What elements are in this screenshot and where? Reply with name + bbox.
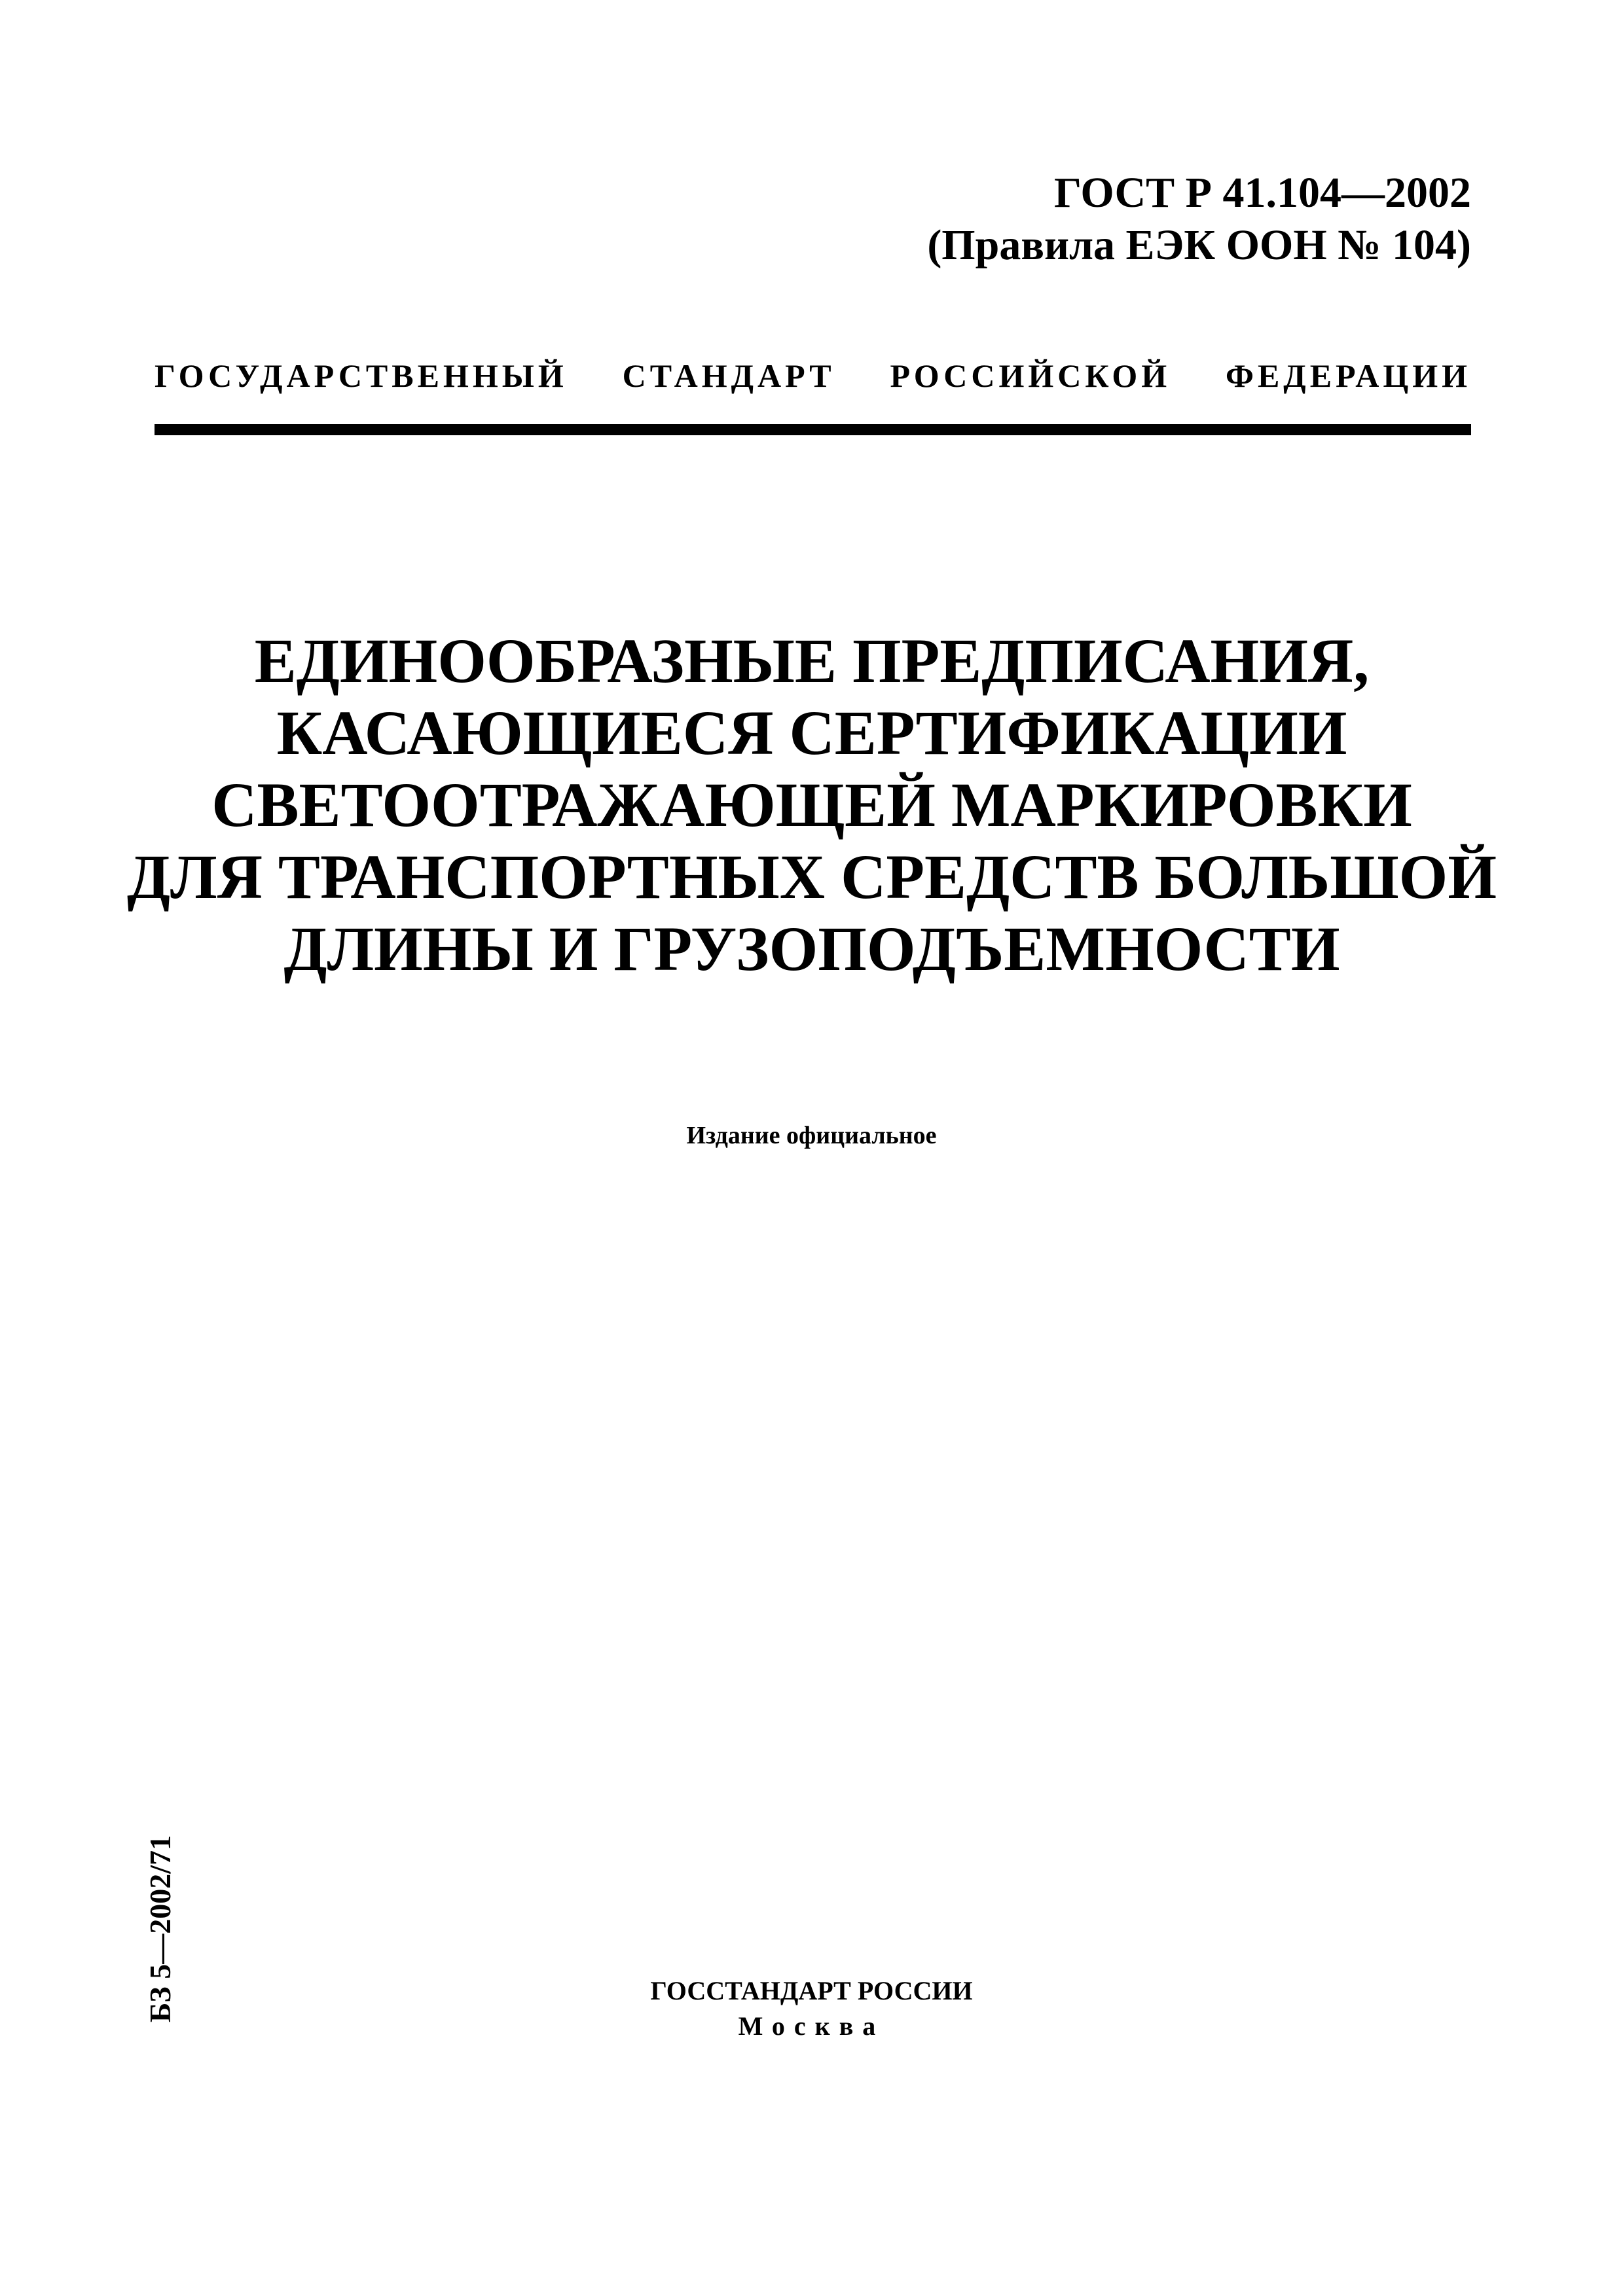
standard-number: ГОСТ Р 41.104—2002 [1054,169,1471,217]
title-line: ДЛИНЫ И ГРУЗОПОДЪЕМНОСТИ [283,914,1340,984]
publisher-name: ГОССТАНДАРТ РОССИИ [650,1976,973,2005]
main-title [105,625,1519,985]
edition-label: Издание официальное [686,1122,937,1149]
publisher-city: Москва [738,2011,885,2041]
standard-equivalent: (Правила ЕЭК ООН № 104) [927,221,1471,269]
title-line: ЕДИНООБРАЗНЫЕ ПРЕДПИСАНИЯ, [254,626,1370,696]
publisher-block [0,1973,1623,2044]
title-line: КАСАЮЩИЕСЯ СЕРТИФИКАЦИИ [276,698,1347,768]
state-standard-heading: ГОСУДАРСТВЕННЫЙ СТАНДАРТ РОССИЙСКОЙ ФЕДЕРАЦИИ [155,357,1471,394]
standard-designation [927,167,1471,272]
header-rule [155,424,1471,435]
side-code: БЗ 5—2002/71 [143,1835,177,2022]
title-line: СВЕТООТРАЖАЮЩЕЙ МАРКИРОВКИ [211,770,1412,840]
title-line: ДЛЯ ТРАНСПОРТНЫХ СРЕДСТВ БОЛЬШОЙ [127,842,1497,912]
